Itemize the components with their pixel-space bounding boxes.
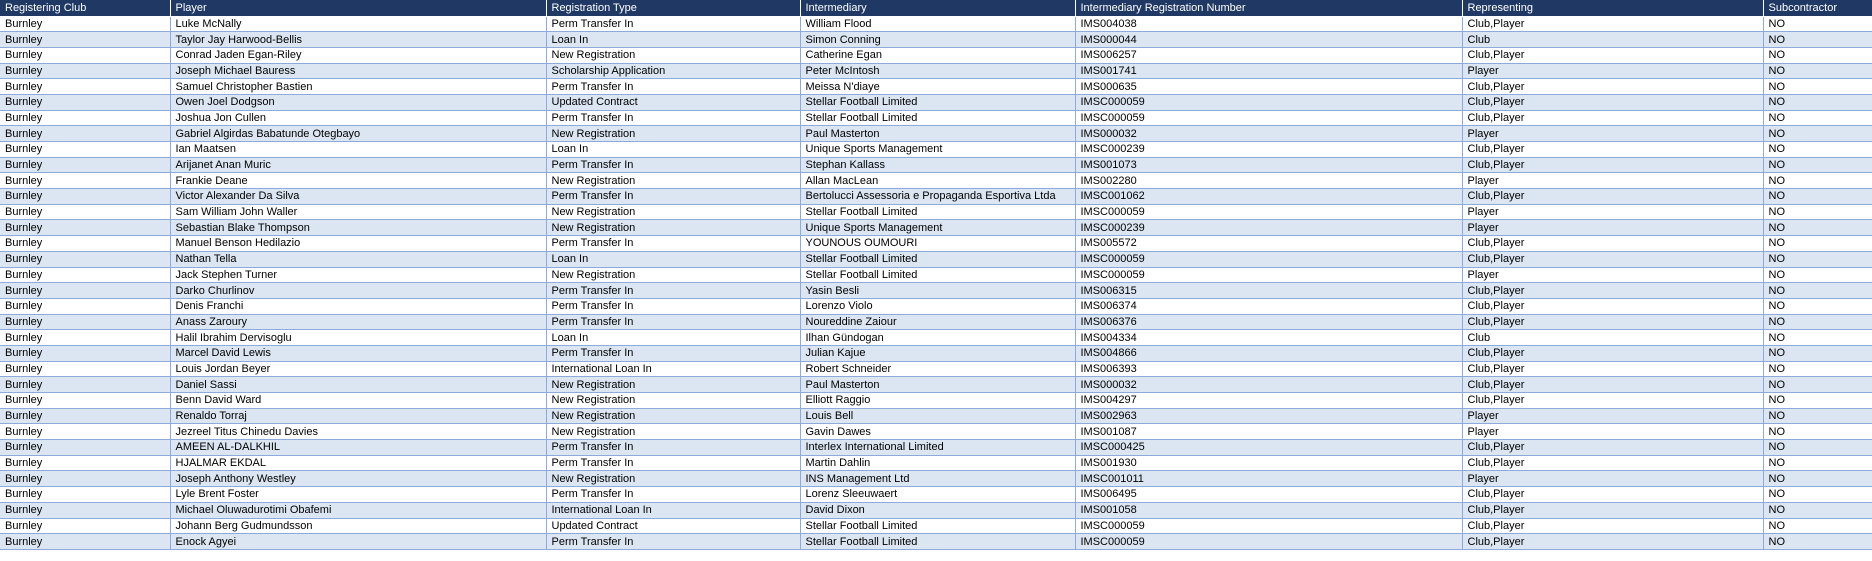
- cell-representing[interactable]: Player: [1462, 424, 1763, 440]
- cell-intermediary[interactable]: Gavin Dawes: [800, 424, 1075, 440]
- cell-registration-type[interactable]: Updated Contract: [546, 94, 800, 110]
- cell-registration-type[interactable]: International Loan In: [546, 502, 800, 518]
- cell-registering-club[interactable]: Burnley: [0, 189, 170, 205]
- cell-subcontractor[interactable]: NO: [1763, 393, 1872, 409]
- cell-intermediary[interactable]: Noureddine Zaiour: [800, 314, 1075, 330]
- table-row: [0, 471, 1872, 487]
- table-row: [0, 251, 1872, 267]
- cell-subcontractor[interactable]: NO: [1763, 267, 1872, 283]
- cell-intermediary[interactable]: Stellar Football Limited: [800, 251, 1075, 267]
- cell-registration-number[interactable]: IMSC000059: [1075, 110, 1462, 126]
- cell-registration-number[interactable]: IMS004038: [1075, 16, 1462, 32]
- table-row: [0, 377, 1872, 393]
- cell-subcontractor[interactable]: NO: [1763, 94, 1872, 110]
- header-subcontractor[interactable]: Subcontractor: [1763, 0, 1872, 16]
- cell-intermediary[interactable]: Louis Bell: [800, 408, 1075, 424]
- cell-registering-club[interactable]: Burnley: [0, 220, 170, 236]
- table-row: [0, 126, 1872, 142]
- cell-registering-club[interactable]: Burnley: [0, 440, 170, 456]
- cell-registration-type[interactable]: Perm Transfer In: [546, 314, 800, 330]
- cell-registering-club[interactable]: Burnley: [0, 393, 170, 409]
- cell-registering-club[interactable]: Burnley: [0, 94, 170, 110]
- cell-registering-club[interactable]: Burnley: [0, 487, 170, 503]
- header-intermediary-registration-number[interactable]: Intermediary Registration Number: [1075, 0, 1462, 16]
- cell-player[interactable]: Victor Alexander Da Silva: [170, 189, 546, 205]
- cell-player[interactable]: Michael Oluwadurotimi Obafemi: [170, 502, 546, 518]
- cell-registering-club[interactable]: Burnley: [0, 16, 170, 32]
- cell-subcontractor[interactable]: NO: [1763, 455, 1872, 471]
- table-row: [0, 487, 1872, 503]
- cell-intermediary[interactable]: Stellar Football Limited: [800, 204, 1075, 220]
- cell-registering-club[interactable]: Burnley: [0, 330, 170, 346]
- cell-subcontractor[interactable]: NO: [1763, 408, 1872, 424]
- cell-player[interactable]: Halil Ibrahim Dervisoglu: [170, 330, 546, 346]
- cell-registration-number[interactable]: IMS001058: [1075, 502, 1462, 518]
- table-row: [0, 518, 1872, 534]
- cell-registration-number[interactable]: IMS006376: [1075, 314, 1462, 330]
- cell-registration-type[interactable]: Perm Transfer In: [546, 283, 800, 299]
- cell-subcontractor[interactable]: NO: [1763, 330, 1872, 346]
- cell-registering-club[interactable]: Burnley: [0, 251, 170, 267]
- cell-subcontractor[interactable]: NO: [1763, 502, 1872, 518]
- cell-registering-club[interactable]: Burnley: [0, 314, 170, 330]
- cell-registration-number[interactable]: IMSC000059: [1075, 251, 1462, 267]
- cell-player[interactable]: Daniel Sassi: [170, 377, 546, 393]
- cell-player[interactable]: Owen Joel Dodgson: [170, 94, 546, 110]
- cell-subcontractor[interactable]: NO: [1763, 487, 1872, 503]
- cell-registering-club[interactable]: Burnley: [0, 204, 170, 220]
- cell-representing[interactable]: Club,Player: [1462, 377, 1763, 393]
- cell-player[interactable]: Jezreel Titus Chinedu Davies: [170, 424, 546, 440]
- table-row: [0, 204, 1872, 220]
- cell-representing[interactable]: Player: [1462, 173, 1763, 189]
- cell-registration-type[interactable]: New Registration: [546, 204, 800, 220]
- cell-registering-club[interactable]: Burnley: [0, 298, 170, 314]
- cell-representing[interactable]: Club,Player: [1462, 110, 1763, 126]
- table-row: [0, 220, 1872, 236]
- cell-subcontractor[interactable]: NO: [1763, 220, 1872, 236]
- header-player[interactable]: Player: [170, 0, 546, 16]
- cell-subcontractor[interactable]: NO: [1763, 157, 1872, 173]
- cell-representing[interactable]: Player: [1462, 267, 1763, 283]
- cell-registration-number[interactable]: IMS001073: [1075, 157, 1462, 173]
- cell-registration-number[interactable]: IMSC000059: [1075, 518, 1462, 534]
- header-row: [0, 0, 1872, 16]
- cell-registering-club[interactable]: Burnley: [0, 518, 170, 534]
- cell-player[interactable]: Sam William John Waller: [170, 204, 546, 220]
- cell-registering-club[interactable]: Burnley: [0, 424, 170, 440]
- cell-registration-number[interactable]: IMS006495: [1075, 487, 1462, 503]
- cell-registration-type[interactable]: Perm Transfer In: [546, 455, 800, 471]
- cell-player[interactable]: Renaldo Torraj: [170, 408, 546, 424]
- cell-registration-number[interactable]: IMSC000425: [1075, 440, 1462, 456]
- table-row: [0, 455, 1872, 471]
- cell-subcontractor[interactable]: NO: [1763, 298, 1872, 314]
- cell-representing[interactable]: Club,Player: [1462, 455, 1763, 471]
- cell-subcontractor[interactable]: NO: [1763, 142, 1872, 158]
- cell-subcontractor[interactable]: NO: [1763, 236, 1872, 252]
- cell-registration-number[interactable]: IMSC001011: [1075, 471, 1462, 487]
- table-row: [0, 16, 1872, 32]
- cell-representing[interactable]: Club,Player: [1462, 440, 1763, 456]
- cell-intermediary[interactable]: Julian Kajue: [800, 345, 1075, 361]
- cell-representing[interactable]: Club,Player: [1462, 16, 1763, 32]
- cell-intermediary[interactable]: Robert Schneider: [800, 361, 1075, 377]
- cell-player[interactable]: Darko Churlinov: [170, 283, 546, 299]
- cell-registration-type[interactable]: New Registration: [546, 126, 800, 142]
- cell-intermediary[interactable]: Unique Sports Management: [800, 142, 1075, 158]
- cell-registration-number[interactable]: IMSC000239: [1075, 220, 1462, 236]
- cell-representing[interactable]: Club,Player: [1462, 487, 1763, 503]
- cell-intermediary[interactable]: Stellar Football Limited: [800, 534, 1075, 550]
- cell-registering-club[interactable]: Burnley: [0, 267, 170, 283]
- cell-registration-type[interactable]: Loan In: [546, 330, 800, 346]
- cell-representing[interactable]: Club,Player: [1462, 283, 1763, 299]
- cell-registration-number[interactable]: IMS002280: [1075, 173, 1462, 189]
- cell-registration-type[interactable]: Perm Transfer In: [546, 345, 800, 361]
- cell-subcontractor[interactable]: NO: [1763, 47, 1872, 63]
- cell-subcontractor[interactable]: NO: [1763, 518, 1872, 534]
- cell-registration-type[interactable]: Perm Transfer In: [546, 189, 800, 205]
- cell-player[interactable]: HJALMAR EKDAL: [170, 455, 546, 471]
- cell-subcontractor[interactable]: NO: [1763, 377, 1872, 393]
- cell-registration-type[interactable]: International Loan In: [546, 361, 800, 377]
- cell-subcontractor[interactable]: NO: [1763, 361, 1872, 377]
- cell-registration-type[interactable]: Perm Transfer In: [546, 487, 800, 503]
- table-row: [0, 440, 1872, 456]
- table-row: [0, 236, 1872, 252]
- cell-player[interactable]: Marcel David Lewis: [170, 345, 546, 361]
- header-registering-club[interactable]: Registering Club: [0, 0, 170, 16]
- cell-registration-type[interactable]: Perm Transfer In: [546, 298, 800, 314]
- cell-registration-number[interactable]: IMS000032: [1075, 377, 1462, 393]
- cell-registration-type[interactable]: Perm Transfer In: [546, 79, 800, 95]
- cell-representing[interactable]: Club: [1462, 330, 1763, 346]
- cell-player[interactable]: Conrad Jaden Egan-Riley: [170, 47, 546, 63]
- cell-registering-club[interactable]: Burnley: [0, 502, 170, 518]
- cell-registration-number[interactable]: IMSC000059: [1075, 534, 1462, 550]
- cell-registration-type[interactable]: New Registration: [546, 377, 800, 393]
- cell-representing[interactable]: Club: [1462, 32, 1763, 48]
- cell-representing[interactable]: Club,Player: [1462, 502, 1763, 518]
- cell-registration-type[interactable]: New Registration: [546, 47, 800, 63]
- cell-player[interactable]: Johann Berg Gudmundsson: [170, 518, 546, 534]
- cell-intermediary[interactable]: David Dixon: [800, 502, 1075, 518]
- cell-registration-number[interactable]: IMSC000059: [1075, 204, 1462, 220]
- cell-intermediary[interactable]: Paul Masterton: [800, 377, 1075, 393]
- cell-representing[interactable]: Club,Player: [1462, 345, 1763, 361]
- cell-representing[interactable]: Club,Player: [1462, 157, 1763, 173]
- cell-representing[interactable]: Player: [1462, 204, 1763, 220]
- cell-registration-number[interactable]: IMS001087: [1075, 424, 1462, 440]
- cell-intermediary[interactable]: Bertolucci Assessoria e Propaganda Esportiva Ltda: [800, 189, 1075, 205]
- cell-representing[interactable]: Club,Player: [1462, 361, 1763, 377]
- cell-intermediary[interactable]: Yasin Besli: [800, 283, 1075, 299]
- cell-registration-number[interactable]: IMS000032: [1075, 126, 1462, 142]
- cell-registration-type[interactable]: Scholarship Application: [546, 63, 800, 79]
- table-row: [0, 345, 1872, 361]
- cell-registering-club[interactable]: Burnley: [0, 283, 170, 299]
- cell-registration-number[interactable]: IMS000044: [1075, 32, 1462, 48]
- cell-registering-club[interactable]: Burnley: [0, 408, 170, 424]
- cell-intermediary[interactable]: Stephan Kallass: [800, 157, 1075, 173]
- cell-player[interactable]: Joseph Anthony Westley: [170, 471, 546, 487]
- cell-subcontractor[interactable]: NO: [1763, 63, 1872, 79]
- cell-registration-number[interactable]: IMS006374: [1075, 298, 1462, 314]
- cell-intermediary[interactable]: Stellar Football Limited: [800, 518, 1075, 534]
- cell-registration-type[interactable]: Perm Transfer In: [546, 440, 800, 456]
- cell-subcontractor[interactable]: NO: [1763, 16, 1872, 32]
- cell-player[interactable]: Joshua Jon Cullen: [170, 110, 546, 126]
- cell-registration-number[interactable]: IMS004866: [1075, 345, 1462, 361]
- cell-registration-type[interactable]: New Registration: [546, 393, 800, 409]
- table-row: [0, 502, 1872, 518]
- cell-player[interactable]: Louis Jordan Beyer: [170, 361, 546, 377]
- cell-registering-club[interactable]: Burnley: [0, 345, 170, 361]
- cell-registering-club[interactable]: Burnley: [0, 79, 170, 95]
- cell-representing[interactable]: Club,Player: [1462, 534, 1763, 550]
- cell-player[interactable]: Sebastian Blake Thompson: [170, 220, 546, 236]
- cell-intermediary[interactable]: Lorenzo Violo: [800, 298, 1075, 314]
- cell-player[interactable]: Ian Maatsen: [170, 142, 546, 158]
- cell-registering-club[interactable]: Burnley: [0, 142, 170, 158]
- table-row: [0, 173, 1872, 189]
- cell-intermediary[interactable]: Paul Masterton: [800, 126, 1075, 142]
- cell-registration-number[interactable]: IMS001930: [1075, 455, 1462, 471]
- cell-representing[interactable]: Club,Player: [1462, 189, 1763, 205]
- cell-registration-number[interactable]: IMS000635: [1075, 79, 1462, 95]
- table-row: [0, 79, 1872, 95]
- cell-player[interactable]: Jack Stephen Turner: [170, 267, 546, 283]
- cell-subcontractor[interactable]: NO: [1763, 314, 1872, 330]
- cell-representing[interactable]: Club,Player: [1462, 393, 1763, 409]
- cell-representing[interactable]: Club,Player: [1462, 47, 1763, 63]
- cell-representing[interactable]: Club,Player: [1462, 518, 1763, 534]
- cell-intermediary[interactable]: YOUNOUS OUMOURI: [800, 236, 1075, 252]
- cell-intermediary[interactable]: Allan MacLean: [800, 173, 1075, 189]
- table-row: [0, 94, 1872, 110]
- table-row: [0, 393, 1872, 409]
- cell-intermediary[interactable]: Peter McIntosh: [800, 63, 1075, 79]
- table-row: [0, 32, 1872, 48]
- cell-registering-club[interactable]: Burnley: [0, 110, 170, 126]
- cell-player[interactable]: Luke McNally: [170, 16, 546, 32]
- cell-representing[interactable]: Player: [1462, 471, 1763, 487]
- table-row: [0, 189, 1872, 205]
- cell-player[interactable]: Frankie Deane: [170, 173, 546, 189]
- cell-intermediary[interactable]: Simon Conning: [800, 32, 1075, 48]
- table-row: [0, 330, 1872, 346]
- table-row: [0, 110, 1872, 126]
- cell-registration-number[interactable]: IMS002963: [1075, 408, 1462, 424]
- cell-registration-number[interactable]: IMSC000239: [1075, 142, 1462, 158]
- cell-subcontractor[interactable]: NO: [1763, 32, 1872, 48]
- cell-player[interactable]: AMEEN AL-DALKHIL: [170, 440, 546, 456]
- cell-registration-type[interactable]: Loan In: [546, 251, 800, 267]
- cell-intermediary[interactable]: Ilhan Gündogan: [800, 330, 1075, 346]
- cell-registering-club[interactable]: Burnley: [0, 455, 170, 471]
- cell-registration-number[interactable]: IMS005572: [1075, 236, 1462, 252]
- cell-registration-type[interactable]: Loan In: [546, 32, 800, 48]
- cell-subcontractor[interactable]: NO: [1763, 345, 1872, 361]
- cell-registration-type[interactable]: Loan In: [546, 142, 800, 158]
- cell-player[interactable]: Enock Agyei: [170, 534, 546, 550]
- table-row: [0, 63, 1872, 79]
- cell-representing[interactable]: Club,Player: [1462, 314, 1763, 330]
- cell-registering-club[interactable]: Burnley: [0, 471, 170, 487]
- cell-representing[interactable]: Club,Player: [1462, 251, 1763, 267]
- cell-representing[interactable]: Club,Player: [1462, 142, 1763, 158]
- cell-intermediary[interactable]: INS Management Ltd: [800, 471, 1075, 487]
- cell-player[interactable]: Samuel Christopher Bastien: [170, 79, 546, 95]
- cell-subcontractor[interactable]: NO: [1763, 283, 1872, 299]
- cell-intermediary[interactable]: Stellar Football Limited: [800, 110, 1075, 126]
- cell-registration-type[interactable]: Perm Transfer In: [546, 157, 800, 173]
- cell-registration-type[interactable]: Perm Transfer In: [546, 16, 800, 32]
- cell-subcontractor[interactable]: NO: [1763, 79, 1872, 95]
- table-row: [0, 314, 1872, 330]
- table-header: [0, 0, 1872, 16]
- cell-representing[interactable]: Player: [1462, 408, 1763, 424]
- cell-registration-number[interactable]: IMS001741: [1075, 63, 1462, 79]
- cell-player[interactable]: Anass Zaroury: [170, 314, 546, 330]
- cell-intermediary[interactable]: Unique Sports Management: [800, 220, 1075, 236]
- table-row: [0, 298, 1872, 314]
- table-row: [0, 408, 1872, 424]
- cell-registering-club[interactable]: Burnley: [0, 126, 170, 142]
- cell-registration-number[interactable]: IMS006393: [1075, 361, 1462, 377]
- table-row: [0, 361, 1872, 377]
- table-row: [0, 142, 1872, 158]
- cell-representing[interactable]: Club,Player: [1462, 94, 1763, 110]
- cell-registration-number[interactable]: IMSC000059: [1075, 267, 1462, 283]
- cell-player[interactable]: Joseph Michael Bauress: [170, 63, 546, 79]
- table-row: [0, 283, 1872, 299]
- cell-intermediary[interactable]: Lorenz Sleeuwaert: [800, 487, 1075, 503]
- cell-player[interactable]: Benn David Ward: [170, 393, 546, 409]
- cell-registration-type[interactable]: Updated Contract: [546, 518, 800, 534]
- cell-registering-club[interactable]: Burnley: [0, 236, 170, 252]
- cell-subcontractor[interactable]: NO: [1763, 251, 1872, 267]
- cell-registering-club[interactable]: Burnley: [0, 377, 170, 393]
- cell-intermediary[interactable]: Interlex International Limited: [800, 440, 1075, 456]
- table-row: [0, 424, 1872, 440]
- cell-player[interactable]: Nathan Tella: [170, 251, 546, 267]
- cell-player[interactable]: Gabriel Algirdas Babatunde Otegbayo: [170, 126, 546, 142]
- cell-subcontractor[interactable]: NO: [1763, 173, 1872, 189]
- cell-registration-type[interactable]: New Registration: [546, 471, 800, 487]
- cell-registration-number[interactable]: IMSC000059: [1075, 94, 1462, 110]
- cell-subcontractor[interactable]: NO: [1763, 471, 1872, 487]
- cell-registering-club[interactable]: Burnley: [0, 32, 170, 48]
- cell-registering-club[interactable]: Burnley: [0, 157, 170, 173]
- cell-representing[interactable]: Club,Player: [1462, 79, 1763, 95]
- cell-player[interactable]: Lyle Brent Foster: [170, 487, 546, 503]
- cell-registering-club[interactable]: Burnley: [0, 534, 170, 550]
- cell-subcontractor[interactable]: NO: [1763, 204, 1872, 220]
- cell-registration-number[interactable]: IMS004334: [1075, 330, 1462, 346]
- table-body: [0, 16, 1872, 549]
- cell-registering-club[interactable]: Burnley: [0, 361, 170, 377]
- cell-registering-club[interactable]: Burnley: [0, 173, 170, 189]
- table-row: [0, 157, 1872, 173]
- cell-player[interactable]: Denis Franchi: [170, 298, 546, 314]
- cell-intermediary[interactable]: Elliott Raggio: [800, 393, 1075, 409]
- cell-registration-number[interactable]: IMSC001062: [1075, 189, 1462, 205]
- table-row: [0, 534, 1872, 550]
- cell-subcontractor[interactable]: NO: [1763, 424, 1872, 440]
- cell-subcontractor[interactable]: NO: [1763, 440, 1872, 456]
- cell-player[interactable]: Taylor Jay Harwood-Bellis: [170, 32, 546, 48]
- header-intermediary[interactable]: Intermediary: [800, 0, 1075, 16]
- cell-representing[interactable]: Player: [1462, 63, 1763, 79]
- cell-representing[interactable]: Player: [1462, 126, 1763, 142]
- cell-subcontractor[interactable]: NO: [1763, 110, 1872, 126]
- cell-subcontractor[interactable]: NO: [1763, 189, 1872, 205]
- cell-registration-number[interactable]: IMS006257: [1075, 47, 1462, 63]
- cell-intermediary[interactable]: Catherine Egan: [800, 47, 1075, 63]
- cell-registration-number[interactable]: IMS004297: [1075, 393, 1462, 409]
- cell-registration-type[interactable]: New Registration: [546, 173, 800, 189]
- cell-intermediary[interactable]: Martin Dahlin: [800, 455, 1075, 471]
- cell-subcontractor[interactable]: NO: [1763, 126, 1872, 142]
- cell-registration-number[interactable]: IMS006315: [1075, 283, 1462, 299]
- cell-registration-type[interactable]: Perm Transfer In: [546, 236, 800, 252]
- cell-intermediary[interactable]: Stellar Football Limited: [800, 94, 1075, 110]
- cell-intermediary[interactable]: Stellar Football Limited: [800, 267, 1075, 283]
- cell-player[interactable]: Manuel Benson Hedilazio: [170, 236, 546, 252]
- table-row: [0, 47, 1872, 63]
- cell-representing[interactable]: Club,Player: [1462, 298, 1763, 314]
- header-registration-type[interactable]: Registration Type: [546, 0, 800, 16]
- cell-player[interactable]: Arijanet Anan Muric: [170, 157, 546, 173]
- cell-registration-type[interactable]: New Registration: [546, 424, 800, 440]
- header-representing[interactable]: Representing: [1462, 0, 1763, 16]
- cell-representing[interactable]: Player: [1462, 220, 1763, 236]
- cell-registration-type[interactable]: New Registration: [546, 267, 800, 283]
- cell-representing[interactable]: Club,Player: [1462, 236, 1763, 252]
- cell-subcontractor[interactable]: NO: [1763, 534, 1872, 550]
- cell-registration-type[interactable]: New Registration: [546, 408, 800, 424]
- cell-registration-type[interactable]: Perm Transfer In: [546, 534, 800, 550]
- cell-registration-type[interactable]: Perm Transfer In: [546, 110, 800, 126]
- cell-registering-club[interactable]: Burnley: [0, 63, 170, 79]
- cell-intermediary[interactable]: Meissa N'diaye: [800, 79, 1075, 95]
- cell-registering-club[interactable]: Burnley: [0, 47, 170, 63]
- table-row: [0, 267, 1872, 283]
- cell-intermediary[interactable]: William Flood: [800, 16, 1075, 32]
- cell-registration-type[interactable]: New Registration: [546, 220, 800, 236]
